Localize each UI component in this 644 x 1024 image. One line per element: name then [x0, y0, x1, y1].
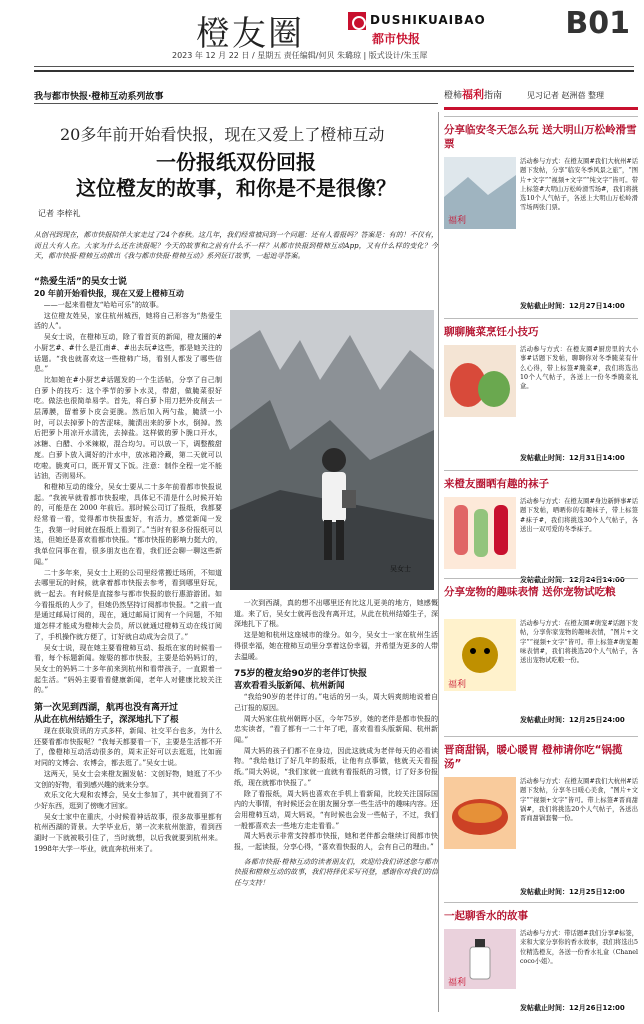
paragraph: 周大妈的孩子们都不在身边，因此这就成为老伴每天的必看读物。“我给他订了好几年的报纸，让他有点事做，他就天天看报纸。”周大妈说，“我们家就一直就有看报纸的习惯，订了好多份报纸，现在就都市快报了。”: [234, 746, 438, 787]
paragraph: 和橙柿互动的缘分，吴女士要从二十多年前看都市快报说起。“我被早就看都市快报啦，具体记不清是什么时候开始的，可能是在 2000 年前后。那时候公司订了报纸，我都要经常看一看，觉得都市快报蛮好，有活力，感觉新闻一发生，我第一时间就在报纸上看到了。”当时有很多份报纸可以选，但她还是喜欢看都市快报。“都市快报的影响力挺大的，我单位同事在看，很多朋友也在看，我们还会聊一聊这些新闻。”: [34, 482, 222, 566]
card-text: 活动参与方式：带话题#我们分享#标签，来和大家分享你的香水故事，我们将选出5位精选橙友，各送一份香水礼盒（Chanel coco小姐）。: [520, 930, 638, 965]
svg-text:福利: 福利: [448, 978, 467, 988]
card-deadline: 发帖截止时间：12月31日14:00: [520, 454, 625, 462]
ski-photo-icon: [444, 157, 516, 229]
paragraph: 这两天，吴女士会来橙友圈发帖：文创好物，她逛了不少文创的好物，看到感兴趣的就来分享。: [34, 769, 222, 789]
svg-text:福利: 福利: [448, 216, 467, 226]
svg-text:福利: 福利: [448, 680, 467, 690]
story-column-1: [34, 276, 222, 1018]
paragraph: “我给90岁的老伴订的。”电话的另一头，周大妈爽朗地说着自己订报的原因。: [234, 693, 438, 712]
card-deadline: 发帖截止时间：12月27日14:00: [520, 302, 625, 310]
card-deadline: 发帖截止时间：12月26日12:00: [520, 1004, 625, 1012]
paragraph: 吴女士说，现在她主要看橙柿互动、报纸在家的时候看一看，每个标题新闻。嫁娶的都市快报，主要是给妈妈订的，吴女士的妈妈二十多年前来到杭州和看带孩子，一直跟着一起生活。“妈妈主要看看健康新闻，老年人对健康比较关注的。”: [34, 643, 222, 695]
subhead-1: “热爱生活”的吴女士说: [34, 277, 127, 287]
sidebar-header-pre: 橙柿: [444, 91, 463, 101]
issue-info: 2023 年 12 月 22 日 / 星期五 责任编辑/何贝 朱璐琼 | 版式设计/朱玉犀: [172, 51, 428, 60]
card-title: 分享宠物的趣味表情 送你宠物试吃粮: [444, 586, 616, 598]
series-rule: [34, 103, 438, 104]
photo-caption: 吴女士: [390, 565, 411, 573]
story-column-2: [234, 598, 438, 1018]
paragraph: 二十多年来，吴女士上班的公司里经常搬迁场所，不知道去哪里玩的时候，就拿着都市快报去参考，看到哪里好玩，就一起去。有时候是直接参与都市快报的旅行惠游游团。如今看报纸的人少了，但她仍然坚持订阅都市快报。“之前一直是通过邮局订阅的，现在，通过邮局订阅有一个问题，不知道怎样才能成为橙柿大会员，所以就通过橙柿互动在线订阅了，手机操作就方便了，订好就自动成为会员了。”: [34, 568, 222, 641]
paragraph: 欢乐文化大观和农博会，吴女士参加了，其中就看到了不少好东西，逛到了傍晚才回家。: [34, 791, 222, 810]
hotpot-photo-icon: [444, 777, 516, 849]
subhead-1c: ——一起来看橙友“哈哈可乐”的故事。: [43, 301, 163, 309]
paragraph: 吴女士家中在重庆，小时候看神话故事，很多故事里都有杭州西湖的背景。大学毕业后，第一次来杭州旅游，看到西湖时一下就被吸引住了，当时就想，以后我就要到杭州来。1998年大学一毕业，就直奔杭州来了。: [34, 812, 222, 853]
card-text: 活动参与方式：在橙友圈#身边新鲜事#话题下发帖，晒晒你的有趣袜子，带上标签#袜子#，我们将挑选30个人气帖子，各送出一双可爱的冬季袜子。: [520, 498, 638, 533]
benefit-card-4: [444, 578, 638, 734]
paragraph: 这是她和杭州这座城市的缘分。如今，吴女士一家在杭州生活得很幸福，她在橙柿互动里分享着这份幸福，并希望为更多的人带去温暖。: [234, 631, 438, 661]
paragraph: 这位橙友姓吴，家住杭州城西，她将自己形容为“热爱生活的人”。: [34, 311, 222, 331]
column-divider: [438, 112, 439, 1012]
card-title: 分享临安冬天怎么玩 送大明山万松岭滑雪票: [444, 124, 637, 150]
card-text: 活动参与方式：在橙友圈#厨房里的大小事#话题下发帖，聊聊你对冬季腌菜有什么心得，带上标签#腌菜#，我们将选出10个人气帖子，各送上一份冬季腌菜礼盒。: [520, 346, 638, 391]
byline: 记者 李梓礼: [38, 209, 81, 218]
sidebar-editors: 见习记者 赵洲蓓 整理: [526, 91, 604, 100]
headline-kicker: 20多年前开始看快报，现在又爱上了橙柿互动: [60, 125, 385, 144]
card-title: 晋商甜锅，暖心暖胃 橙柿请你吃“锅揽汤”: [444, 744, 623, 770]
headline-line-2: 这位橙友的故事，和你是不是很像？: [76, 176, 396, 200]
subhead-1b: 20 年前开始看快报，现在又爱上橙柿互动: [34, 289, 184, 298]
paragraph: 除了看报纸，周大妈也喜欢在手机上看新闻，比较关注国际国内的大事情，有时候还会在朋友圈分享一些生活中的趣味内容。还会用橙柿互动，周大妈说，“有时候也会发一些帖子，不过，我们一般都喜欢去一些地方走走看看。”: [234, 789, 438, 830]
card-deadline: 发帖截止时间：12月24日14:00: [520, 576, 625, 584]
paragraph: 现在获取资讯的方式多样，新闻、社交平台也多，为什么还要看都市快报呢？“我每天都要看一下，主要是生活都不开了，像橙柿互动活动很多的，周末正好可以去逛逛，比如面对同的文博会、农博会，都去逛了。”吴女士说。: [34, 727, 222, 768]
card-deadline: 发帖截止时间：12月25日24:00: [520, 716, 625, 724]
sidebar-header: [444, 86, 638, 102]
paragraph: 周大妈家住杭州朝晖小区，今年75岁，她的老伴是都市快报的忠实读者，“看了都有一二十年了吧，喜欢看看头版新闻、杭州新闻。”: [234, 714, 438, 745]
lead-paragraph: 从创刊到现在，都市快报陪伴大家走过了24个春秋。这几年，我们经常被问到一个问题：还有人看报吗？答案是：有的！不仅有，而且大有人在。大家为什么还在读报呢？今天的故事和之前有什么不一样？从都市快报到橙柿互动App，又有什么样的变化？今天，都市快报·橙柿互动推出《我与都市快报·橙柿互动》系列征订故事，一起追寻答案。: [34, 231, 438, 260]
sidebar-header-red: 福利: [462, 88, 485, 101]
newspaper-logo-icon: [348, 12, 366, 30]
benefits-sidebar: [444, 86, 638, 1018]
masthead-rule-thick: [34, 70, 634, 72]
socks-photo-icon: [444, 497, 516, 569]
card-title: 来橙友圈晒有趣的袜子: [444, 478, 549, 490]
card-title: 聊聊腌菜烹饪小技巧: [444, 326, 539, 338]
masthead-rule: [34, 66, 634, 67]
subhead-2b: 从此在杭州结婚生子，深深地扎下了根: [34, 715, 179, 726]
masthead: [0, 0, 644, 66]
card-deadline: 发帖截止时间：12月25日12:00: [520, 888, 625, 896]
pet-photo-icon: [444, 619, 516, 691]
card-title: 一起聊香水的故事: [444, 910, 528, 922]
subhead-3b: 喜欢看看头版新闻、杭州新闻: [234, 681, 345, 692]
page-number: B01: [565, 6, 630, 41]
headline-line-1: 一份报纸双份回报: [156, 150, 316, 174]
benefit-card-2: [444, 318, 638, 468]
card-text: 活动参与方式：在橙友圈#我们大杭州#话题下发帖，分享冬日暖心美食，“图片+文字”“视频+文字”皆可。带上标签#晋商甜锅#，我们将挑选20个人气帖子，各送出晋商甜锅套餐一份。: [520, 778, 638, 823]
sidebar-accent-bar: [444, 107, 638, 110]
card-text: 活动参与方式：在橙友圈#萌宠#话题下发帖，分享你家宠物的趣味表情，“图片+文字”“视频+文字”皆可。带上标签#萌宠趣味表情#，我们将挑选20个人气帖子，各送出宠物试吃粮一份。: [520, 620, 638, 665]
masthead-title: 橙友圈: [196, 14, 304, 54]
sidebar-header-post: 指南: [484, 91, 503, 101]
paragraph: 一次到西湖，真的想不出哪里还有比这儿更美的地方，她感慨道。来了后，吴女士就再也没有离开过，从此在杭州结婚生子，深深地扎下了根。: [234, 599, 438, 629]
perfume-photo-icon: [444, 929, 516, 989]
subhead-2: 第一次见到西湖，航再也没有离开过: [34, 703, 179, 714]
brand-chinese: 都市快报: [372, 32, 421, 46]
paragraph: 周大妈表示非常支持都市快报，她和老伴都会继续订阅都市快报，一起读报，分享心得，“喜欢看快报的人，会有自己的理由。”: [234, 832, 438, 852]
card-text: 活动参与方式：在橙友圈#我们大杭州#话题下发帖，分享“临安冬季风景之旅”，“图片+文字”“视频+文字”“纯文字”皆可。带上标签#大明山万松岭滑雪场#，我们将挑选10个人气帖子，各送上大明山万松岭滑雪场两张门票。: [520, 158, 638, 212]
paragraph: 比如她在#小厨艺#话题发的一个生活帖，分享了自己制白萝卜的技巧：这个季节的萝卜水灵，带甜，做腌菜很好吃。做法也很简单易学。首先，将白萝卜用刀把外皮削去一层薄膜，留着萝卜皮会更脆。然后加入两勺盐，腌渍一小时，可以去掉萝卜的苦涩味，腌渍出来的萝卜水，倒掉。然后把萝卜用凉开水清洗，去掉盐。这样做的萝卜脆口开水，冰糖、白醋、小米辣椒，混合均匀。可以放一下，调整酸甜度。白萝卜放入调好的汁水中，放冰箱冷藏，第二天就可以吃啦。脆爽可口，既开胃又下饭。注意：制作全程一定不能沾油，否则易坏。: [34, 375, 222, 481]
brand-english: DUSHIKUAIBAO: [370, 13, 486, 27]
benefit-card-1: [444, 116, 638, 316]
closing-note: 各都市快报·橙柿互动的读者朋友们，欢迎给我们讲述您与都市快报和橙柿互动的故事，我们将择优采写刊登，感谢你对我们的信任与支持！: [234, 857, 438, 888]
paragraph: 吴女士说，在橙柿互动，除了看首页的新闻，橙友圈的#小厨艺#、#什么是江南#、#出去玩#这些，都是她关注的话题。“我也就喜欢这一些橙柿广场，看别人都发了哪些信息。”: [34, 333, 222, 374]
series-label: 我与都市快报·橙柿互动系列故事: [34, 92, 164, 102]
subhead-3: 75岁的橙友给90岁的老伴订快报: [234, 669, 368, 680]
benefit-card-5: [444, 736, 638, 900]
benefit-card-6: [444, 902, 638, 1018]
reader-photo: [230, 310, 434, 590]
mountain-photo-image: [230, 310, 434, 590]
pickle-photo-icon: [444, 345, 516, 417]
main-story: [34, 108, 438, 1018]
